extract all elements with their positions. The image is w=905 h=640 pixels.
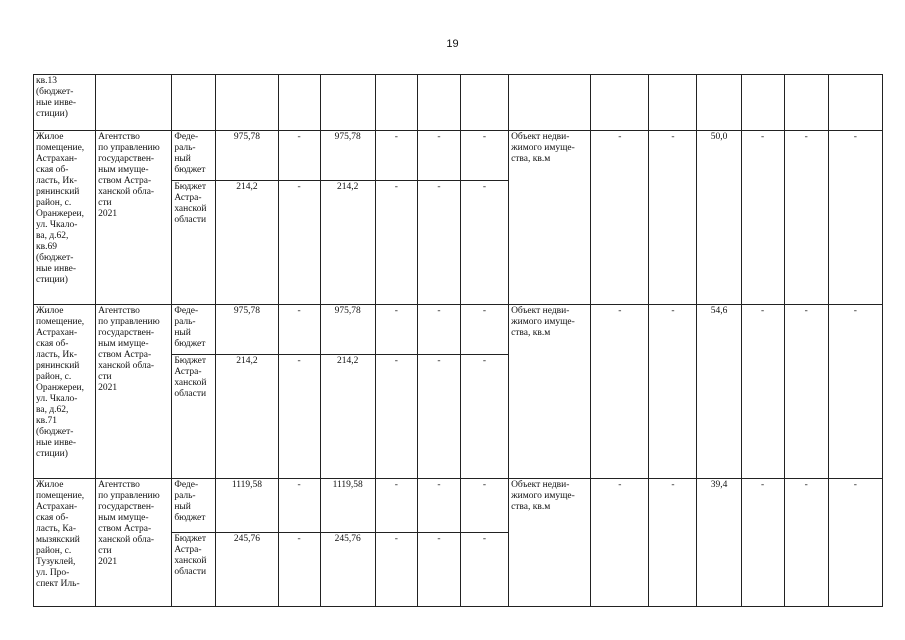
page-number: 19	[446, 38, 459, 50]
object-cell: Жилое помещение, Астрахан- ская об- ласть, Ик- рянинский район, с. Оранжереи, ул. Чкало- ва, д.62, кв.69 (бюджет- ные инве- стиции)	[34, 131, 96, 305]
value-cell: -	[417, 479, 460, 533]
value-cell: -	[417, 533, 460, 607]
value-cell: -	[460, 305, 508, 355]
value-cell: -	[784, 131, 828, 305]
investment-table	[33, 74, 883, 607]
total-cell: 214,2	[216, 181, 278, 305]
total-cell: 214,2	[216, 355, 278, 479]
total-cell: 975,78	[216, 131, 278, 181]
source-cell: Феде- раль- ный бюджет	[172, 131, 216, 181]
value-cell: -	[460, 533, 508, 607]
source-cell: Бюджет Астра- ханской области	[172, 355, 216, 479]
table-row	[34, 305, 883, 355]
value-cell: -	[649, 305, 697, 479]
value-cell: -	[278, 479, 320, 533]
customer-cell: Агентство по управлению государствен- ным имуще- ством Астра- ханской обла- сти 2021	[96, 131, 172, 305]
value-cell: -	[278, 533, 320, 607]
value-cell: -	[278, 355, 320, 479]
table-row	[34, 131, 883, 181]
value-cell: -	[460, 479, 508, 533]
value-cell: 1119,58	[320, 479, 375, 533]
value-cell: -	[741, 131, 784, 305]
value-cell: -	[591, 479, 649, 607]
capacity-cell: 50,0	[697, 131, 741, 305]
value-cell: -	[375, 355, 417, 479]
value-cell: -	[828, 479, 882, 607]
value-cell: -	[649, 479, 697, 607]
capacity-cell: 54,6	[697, 305, 741, 479]
object-cell: Жилое помещение, Астрахан- ская об- ласть, Ка- мызякский район, с. Тузуклей, ул. Про- спект Иль-	[34, 479, 96, 607]
value-cell: -	[417, 131, 460, 181]
value-cell: -	[591, 305, 649, 479]
object-type-cell: Объект недви- жимого имуще- ства, кв.м	[509, 305, 591, 479]
value-cell: -	[828, 305, 882, 479]
value-cell: -	[417, 355, 460, 479]
value-cell: -	[784, 479, 828, 607]
value-cell: 975,78	[320, 305, 375, 355]
value-cell: -	[375, 181, 417, 305]
source-cell: Феде- раль- ный бюджет	[172, 305, 216, 355]
value-cell: -	[278, 131, 320, 181]
value-cell: -	[741, 479, 784, 607]
value-cell: 245,76	[320, 533, 375, 607]
table-row	[34, 75, 883, 131]
value-cell: -	[375, 131, 417, 181]
customer-cell: Агентство по управлению государствен- ным имуще- ством Астра- ханской обла- сти 2021	[96, 305, 172, 479]
source-cell: Бюджет Астра- ханской области	[172, 533, 216, 607]
value-cell: -	[417, 305, 460, 355]
value-cell: -	[784, 305, 828, 479]
object-type-cell: Объект недви- жимого имуще- ства, кв.м	[509, 131, 591, 305]
value-cell: -	[375, 479, 417, 533]
capacity-cell: 39,4	[697, 479, 741, 607]
value-cell: -	[649, 131, 697, 305]
table-row	[34, 479, 883, 533]
value-cell: -	[278, 305, 320, 355]
value-cell: -	[375, 533, 417, 607]
value-cell: 214,2	[320, 181, 375, 305]
value-cell: -	[375, 305, 417, 355]
value-cell: -	[591, 131, 649, 305]
source-cell: Феде- раль- ный бюджет	[172, 479, 216, 533]
total-cell: 245,76	[216, 533, 278, 607]
total-cell: 1119,58	[216, 479, 278, 533]
value-cell: 975,78	[320, 131, 375, 181]
value-cell: -	[828, 131, 882, 305]
customer-cell: Агентство по управлению государствен- ным имуще- ством Астра- ханской обла- сти 2021	[96, 479, 172, 607]
value-cell: -	[460, 181, 508, 305]
object-type-cell: Объект недви- жимого имуще- ства, кв.м	[509, 479, 591, 607]
object-cell: Жилое помещение, Астрахан- ская об- ласть, Ик- рянинский район, с. Оранжереи, ул. Чкало- ва, д.62, кв.71 (бюджет- ные инве- стиции)	[34, 305, 96, 479]
value-cell: -	[417, 181, 460, 305]
value-cell: 214,2	[320, 355, 375, 479]
value-cell: -	[460, 131, 508, 181]
value-cell: -	[741, 305, 784, 479]
source-cell: Бюджет Астра- ханской области	[172, 181, 216, 305]
value-cell: -	[278, 181, 320, 305]
value-cell: -	[460, 355, 508, 479]
object-cell: кв.13 (бюджет- ные инве- стиции)	[34, 75, 96, 131]
total-cell: 975,78	[216, 305, 278, 355]
